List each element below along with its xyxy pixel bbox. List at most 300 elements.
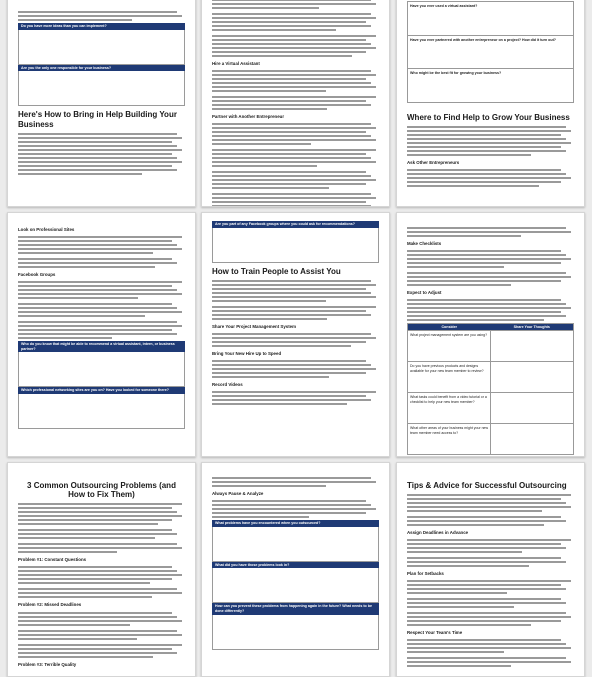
paragraph xyxy=(18,612,185,626)
text-line xyxy=(18,161,182,163)
text-line xyxy=(212,123,371,125)
subsection-heading: Hire a Virtual Assistant xyxy=(212,61,260,66)
paragraph xyxy=(212,477,379,487)
text-line xyxy=(212,395,366,397)
text-line xyxy=(18,511,177,513)
text-line xyxy=(407,284,511,286)
text-line xyxy=(407,185,539,187)
text-line xyxy=(18,523,158,525)
text-line xyxy=(18,551,117,553)
text-line xyxy=(407,258,571,260)
paragraph xyxy=(18,503,185,525)
text-line xyxy=(18,337,112,339)
worksheet-question: Who might be the best fit for growing your business? xyxy=(410,71,502,76)
subsection-heading: Make Checklists xyxy=(407,241,442,246)
text-line xyxy=(18,652,177,654)
text-line xyxy=(407,557,561,559)
subsection-heading: Always Pause & Analyze xyxy=(212,491,264,496)
document-page-4 xyxy=(7,212,196,457)
answer-area[interactable] xyxy=(212,527,379,562)
paragraph xyxy=(18,566,185,584)
text-line xyxy=(407,150,566,152)
text-line xyxy=(212,183,366,185)
paragraph xyxy=(212,360,379,378)
text-line xyxy=(212,300,326,302)
text-line xyxy=(18,547,182,549)
text-line xyxy=(212,82,371,84)
text-line xyxy=(212,43,371,45)
text-line xyxy=(18,630,177,632)
subsection-heading: Problem #1: Constant Questions xyxy=(18,557,87,563)
text-line xyxy=(212,39,366,41)
text-line xyxy=(18,240,172,242)
text-line xyxy=(407,276,571,278)
paragraph xyxy=(212,96,379,110)
document-page-6 xyxy=(396,212,585,457)
text-line xyxy=(407,126,566,128)
text-line xyxy=(407,612,566,614)
text-line xyxy=(18,566,172,568)
text-line xyxy=(212,108,327,110)
table-row xyxy=(408,423,573,454)
section-heading: Here's How to Bring in Help Building Your Business xyxy=(18,110,177,129)
subsection-heading: Ask Other Entrepreneurs xyxy=(407,160,460,166)
text-line xyxy=(18,285,172,287)
paragraph xyxy=(407,250,574,268)
paragraph xyxy=(212,35,379,57)
text-line xyxy=(18,153,172,155)
document-page-8 xyxy=(201,462,390,677)
document-page-5 xyxy=(201,212,390,457)
table-header-cell: Consider xyxy=(441,325,458,330)
text-line xyxy=(407,598,561,600)
text-line xyxy=(18,634,182,636)
text-line xyxy=(18,133,177,135)
text-line xyxy=(407,520,566,522)
text-line xyxy=(212,360,366,362)
text-line xyxy=(212,86,376,88)
text-line xyxy=(18,596,152,598)
answer-area[interactable] xyxy=(212,228,379,263)
paragraph xyxy=(212,171,379,189)
table-cell-prompt: What other areas of your business might your new team member need access to? xyxy=(410,426,489,435)
text-line xyxy=(407,231,571,233)
text-line xyxy=(212,508,376,510)
text-line xyxy=(212,516,309,518)
text-line xyxy=(212,500,366,502)
text-line xyxy=(18,537,155,539)
text-line xyxy=(212,135,371,137)
text-line xyxy=(407,620,561,622)
text-line xyxy=(212,13,371,15)
text-line xyxy=(407,592,507,594)
text-line xyxy=(212,21,366,23)
text-line xyxy=(407,561,566,563)
subsection-heading: Share Your Project Management System xyxy=(212,323,297,329)
text-line xyxy=(18,325,182,327)
paragraph xyxy=(212,123,379,145)
text-line xyxy=(212,284,376,286)
table-cell-prompt: Do you have previous products and designs available for your new team member to review? xyxy=(410,364,484,373)
text-line xyxy=(407,657,566,659)
worksheet-question: Which professional networking sites are you on? Have you looked for someone there? xyxy=(18,387,185,394)
subsection-heading: Bring Your New Hire Up to Speed xyxy=(212,350,282,356)
table-row xyxy=(408,361,573,392)
text-line xyxy=(212,481,376,483)
text-line xyxy=(212,17,376,19)
subsection-heading: Plan for Setbacks xyxy=(407,571,444,577)
paragraph xyxy=(407,639,574,653)
text-line xyxy=(18,543,177,545)
text-line xyxy=(212,296,376,298)
text-line xyxy=(18,503,182,505)
text-line xyxy=(18,574,182,576)
text-line xyxy=(212,127,376,129)
text-line xyxy=(212,149,376,151)
text-line xyxy=(407,319,544,321)
paragraph xyxy=(407,657,574,667)
text-line xyxy=(18,236,182,238)
text-line xyxy=(407,142,571,144)
text-line xyxy=(212,3,376,5)
answer-area[interactable] xyxy=(408,11,573,35)
text-line xyxy=(18,592,182,594)
text-line xyxy=(18,266,155,268)
document-page-7 xyxy=(7,462,196,677)
document-page-2 xyxy=(201,0,390,207)
text-line xyxy=(407,498,561,500)
paragraph xyxy=(18,303,185,317)
spacer xyxy=(18,0,185,7)
paragraph xyxy=(18,644,185,658)
worksheet-question: What problems have you encountered when you outsourced? xyxy=(212,520,379,527)
text-line xyxy=(212,70,371,72)
text-line xyxy=(18,533,177,535)
subsection-heading: Respect Your Team's Time xyxy=(407,630,463,636)
subsection-heading: Problem #3: Terrible Quality xyxy=(18,661,77,667)
text-line xyxy=(212,187,329,189)
text-line xyxy=(407,307,571,309)
text-line xyxy=(212,74,376,76)
text-line xyxy=(407,624,531,626)
text-line xyxy=(407,547,566,549)
paragraph xyxy=(212,0,379,9)
text-line xyxy=(18,173,142,175)
text-line xyxy=(407,235,521,237)
text-line xyxy=(18,248,182,250)
text-line xyxy=(212,143,311,145)
text-line xyxy=(407,227,566,229)
table-cell-prompt: What project management system are you using? xyxy=(410,333,488,338)
text-line xyxy=(212,391,376,393)
question-box xyxy=(407,1,574,103)
paragraph xyxy=(407,299,574,321)
text-line xyxy=(407,169,561,171)
text-line xyxy=(212,90,326,92)
paragraph xyxy=(18,133,185,175)
text-line xyxy=(407,262,561,264)
text-line xyxy=(407,602,566,604)
subsection-heading: Expect to Adjust xyxy=(407,290,442,296)
text-line xyxy=(407,130,571,132)
text-line xyxy=(18,141,172,143)
text-line xyxy=(407,551,522,553)
text-line xyxy=(18,19,132,21)
spacer xyxy=(407,103,574,109)
text-line xyxy=(407,506,571,508)
paragraph xyxy=(407,598,574,608)
table-header-cell: Share Your Thoughts xyxy=(513,325,550,330)
subsection-heading: Look on Professional Sites xyxy=(18,227,75,232)
text-line xyxy=(18,656,153,658)
text-line xyxy=(18,303,172,305)
text-line xyxy=(212,341,366,343)
text-line xyxy=(18,165,172,167)
text-line xyxy=(407,502,566,504)
text-line xyxy=(407,647,571,649)
text-line xyxy=(407,250,561,252)
spacer xyxy=(212,213,379,221)
worksheet-question: Have you ever partnered with another entrepreneur on a project? How did it turn out? xyxy=(410,37,556,42)
paragraph xyxy=(407,126,574,156)
text-line xyxy=(212,35,376,37)
text-line xyxy=(212,310,366,312)
answer-area[interactable] xyxy=(18,352,185,387)
worksheet-question: Are you part of any Facebook groups where you could ask for recommendations? xyxy=(212,221,379,228)
text-line xyxy=(18,169,177,171)
text-line xyxy=(407,311,561,313)
text-line xyxy=(407,266,504,268)
paragraph xyxy=(407,580,574,594)
text-line xyxy=(212,197,376,199)
section-heading: Where to Find Help to Grow Your Business xyxy=(407,113,570,123)
text-line xyxy=(18,262,177,264)
text-line xyxy=(212,51,366,53)
paragraph xyxy=(18,630,185,640)
text-line xyxy=(212,175,371,177)
text-line xyxy=(18,244,177,246)
worksheet-question: How can you prevent these problems from happening again in the future? What needs to be done differently? xyxy=(212,603,379,614)
answer-area[interactable] xyxy=(18,30,185,65)
text-line xyxy=(212,364,371,366)
text-line xyxy=(18,321,177,323)
worksheet-question: Who do you know that might be able to recommend a virtual assistant, intern, or business partner? xyxy=(18,341,185,352)
section-heading: How to Train People to Assist You xyxy=(212,266,341,276)
document-page-9 xyxy=(396,462,585,677)
text-line xyxy=(212,7,319,9)
text-line xyxy=(18,145,177,147)
text-line xyxy=(18,529,172,531)
text-line xyxy=(18,507,172,509)
text-line xyxy=(18,149,182,151)
text-line xyxy=(407,154,531,156)
answer-area[interactable] xyxy=(408,78,573,102)
table-cell-answer[interactable] xyxy=(490,362,573,392)
text-line xyxy=(212,372,366,374)
text-line xyxy=(18,333,177,335)
text-line xyxy=(212,399,371,401)
table-cell-answer[interactable] xyxy=(490,331,573,361)
text-line xyxy=(407,494,571,496)
spacer xyxy=(407,213,574,223)
text-line xyxy=(18,620,182,622)
text-line xyxy=(212,280,371,282)
text-line xyxy=(212,345,351,347)
table-cell-prompt: What tasks could benefit from a video tutorial or a checklist to help your new team member? xyxy=(410,395,487,404)
text-line xyxy=(407,643,566,645)
text-line xyxy=(212,96,376,98)
table-header xyxy=(408,324,573,330)
answer-area[interactable] xyxy=(408,44,573,68)
paragraph xyxy=(407,169,574,187)
text-line xyxy=(407,661,571,663)
worksheet-question: What did you have those problems look in? xyxy=(212,562,379,569)
table-cell-answer[interactable] xyxy=(490,393,573,423)
paragraph xyxy=(18,281,185,299)
subsection-heading: Facebook Groups xyxy=(18,272,56,278)
text-line xyxy=(18,258,172,260)
text-line xyxy=(407,665,511,667)
text-line xyxy=(407,639,561,641)
text-line xyxy=(18,638,137,640)
paragraph xyxy=(212,391,379,405)
text-line xyxy=(407,524,544,526)
table-row xyxy=(408,392,573,423)
text-line xyxy=(212,78,366,80)
worksheet-question: Do you have more ideas than you can implement? xyxy=(18,23,185,30)
text-line xyxy=(18,582,150,584)
text-line xyxy=(407,146,561,148)
paragraph xyxy=(212,280,379,302)
paragraph xyxy=(18,543,185,553)
text-line xyxy=(18,612,172,614)
text-line xyxy=(212,55,352,57)
text-line xyxy=(18,519,172,521)
text-line xyxy=(212,205,371,207)
text-line xyxy=(212,337,376,339)
text-line xyxy=(212,179,376,181)
answer-area[interactable] xyxy=(18,71,185,106)
paragraph xyxy=(18,321,185,339)
paragraph xyxy=(18,258,185,268)
text-line xyxy=(212,29,336,31)
text-line xyxy=(18,307,177,309)
text-line xyxy=(212,193,371,195)
subsection-heading: Partner with Another Entrepreneur xyxy=(212,114,285,120)
text-line xyxy=(18,315,145,317)
text-line xyxy=(407,299,561,301)
text-line xyxy=(407,543,561,545)
text-line xyxy=(18,11,177,13)
paragraph xyxy=(407,516,574,526)
worksheet-question: Have you ever used a virtual assistant? xyxy=(410,4,478,8)
paragraph xyxy=(407,539,574,553)
paragraph xyxy=(212,333,379,347)
text-line xyxy=(18,515,182,517)
section-heading: 3 Common Outsourcing Problems (and How to Fix Them) xyxy=(27,481,176,500)
text-line xyxy=(407,173,566,175)
text-line xyxy=(18,624,130,626)
spacer xyxy=(18,463,185,477)
text-line xyxy=(18,588,177,590)
text-line xyxy=(212,165,317,167)
text-line xyxy=(18,157,177,159)
text-line xyxy=(212,512,366,514)
text-line xyxy=(407,303,566,305)
subsection-heading: Record Videos xyxy=(212,381,243,387)
text-line xyxy=(212,306,376,308)
text-line xyxy=(18,648,172,650)
text-line xyxy=(407,606,514,608)
text-line xyxy=(407,315,566,317)
text-line xyxy=(407,651,504,653)
subsection-heading: Problem #2: Missed Deadlines xyxy=(18,602,82,608)
document-page-3 xyxy=(396,0,585,207)
text-line xyxy=(212,139,376,141)
text-line xyxy=(18,281,182,283)
table-cell-answer[interactable] xyxy=(490,424,573,454)
worksheet-question: Are you the only one responsible for your business? xyxy=(18,65,185,72)
text-line xyxy=(212,153,366,155)
text-line xyxy=(407,539,571,541)
paragraph xyxy=(407,272,574,286)
text-line xyxy=(212,100,366,102)
text-line xyxy=(212,25,371,27)
text-line xyxy=(407,616,571,618)
paragraph xyxy=(407,612,574,626)
paragraph xyxy=(212,193,379,207)
answer-area[interactable] xyxy=(212,568,379,603)
spacer xyxy=(18,213,185,223)
text-line xyxy=(18,570,177,572)
text-line xyxy=(18,297,138,299)
text-line xyxy=(212,485,326,487)
text-line xyxy=(18,578,172,580)
text-line xyxy=(407,588,566,590)
text-line xyxy=(18,289,177,291)
text-line xyxy=(212,477,371,479)
text-line xyxy=(212,288,366,290)
answer-area[interactable] xyxy=(212,615,379,650)
paragraph xyxy=(212,149,379,167)
text-line xyxy=(18,329,172,331)
paragraph xyxy=(18,588,185,598)
paragraph xyxy=(18,236,185,254)
paragraph xyxy=(212,13,379,31)
text-line xyxy=(212,201,366,203)
text-line xyxy=(407,280,561,282)
text-line xyxy=(407,516,561,518)
text-line xyxy=(212,314,371,316)
text-line xyxy=(18,252,153,254)
paragraph xyxy=(407,227,574,237)
text-line xyxy=(18,311,182,313)
text-line xyxy=(212,403,347,405)
spacer xyxy=(407,463,574,477)
subsection-heading: Assign Deadlines in Advance xyxy=(407,530,469,536)
paragraph xyxy=(212,500,379,518)
text-line xyxy=(407,177,571,179)
text-line xyxy=(212,161,376,163)
paragraph xyxy=(18,529,185,539)
text-line xyxy=(407,134,561,136)
text-line xyxy=(212,0,371,1)
paragraph xyxy=(212,306,379,320)
text-line xyxy=(407,138,566,140)
text-line xyxy=(18,15,182,17)
section-heading: Tips & Advice for Successful Outsourcing xyxy=(407,481,567,490)
answer-area[interactable] xyxy=(18,394,185,429)
